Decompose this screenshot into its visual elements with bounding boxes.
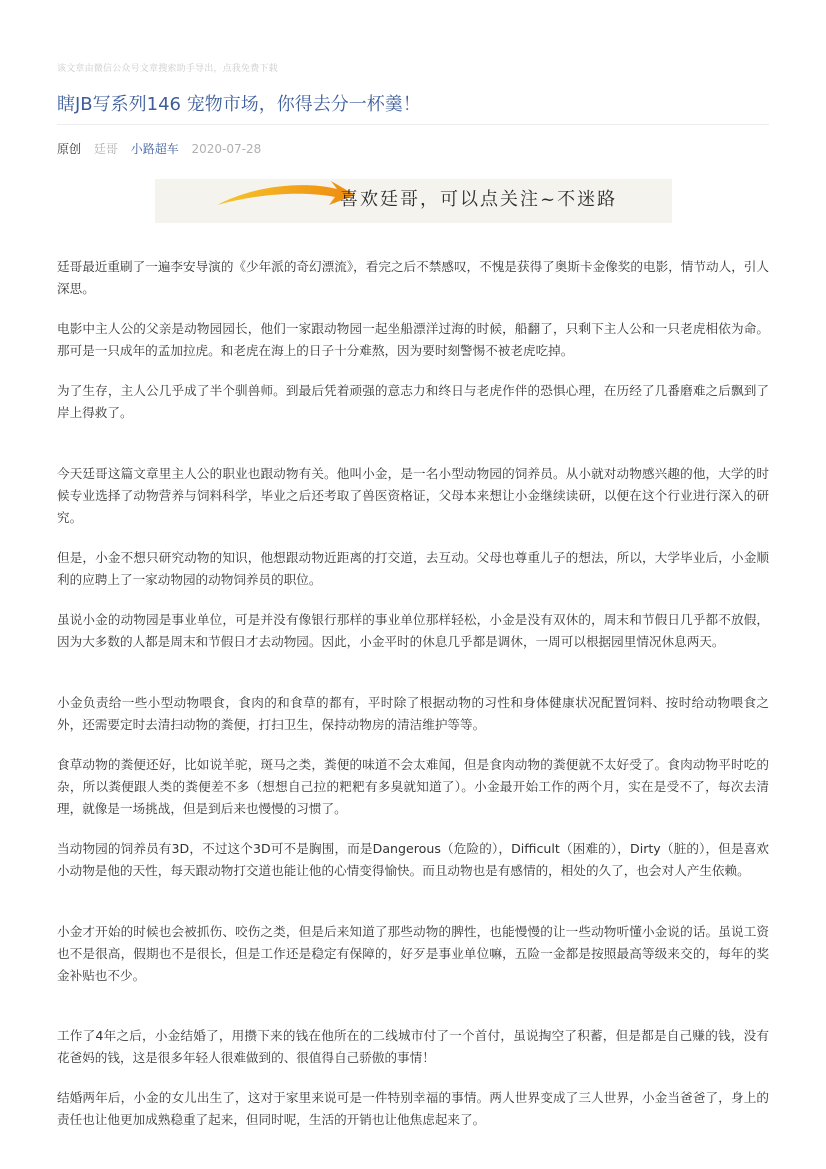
- paragraph: 但是，小金不想只研究动物的知识，他想跟动物近距离的打交道，去互动。父母也尊重儿子的想法，所以，大学毕业后，小金顺利的应聘上了一家动物园的动物饲养员的职位。: [57, 550, 769, 587]
- banner-text: 喜欢廷哥，可以点关注~不迷路: [340, 189, 618, 210]
- paragraph: 虽说小金的动物园是事业单位，可是并没有像银行那样的事业单位那样轻松，小金是没有双休的，周末和节假日几乎都不放假，因为大多数的人都是周末和节假日才去动物园。因此，小金平时的休息几乎都是调休，一周可以根据园里情况休息两天。: [57, 612, 769, 649]
- export-notice-link[interactable]: 该文章由微信公众号文章搜索助手导出，点我免费下载: [57, 64, 278, 74]
- paragraph: 食草动物的粪便还好，比如说羊驼，斑马之类，粪便的味道不会太难闻，但是食肉动物的粪便就不太好受了。食肉动物平时吃的杂，所以粪便跟人类的粪便差不多（想想自己拉的粑粑有多臭就知道了）。小金最开始工作的两个月，实在是受不了，每次去清理，就像是一场挑战，但是到后来也慢慢的习惯了。: [57, 757, 769, 816]
- publish-date: 2020-07-28: [191, 142, 262, 156]
- paragraph: 廷哥最近重刷了一遍李安导演的《少年派的奇幻漂流》，看完之后不禁感叹，不愧是获得了奥斯卡金像奖的电影，情节动人，引人深思。: [57, 259, 769, 296]
- article-meta: [57, 141, 270, 157]
- paragraph: 电影中主人公的父亲是动物园园长，他们一家跟动物园一起坐船漂洋过海的时候，船翻了，只剩下主人公和一只老虎相依为命。那可是一只成年的孟加拉虎。和老虎在海上的日子十分难熬，因为要时刻警惕不被老虎吃掉。: [57, 321, 769, 358]
- title-divider: [57, 124, 769, 125]
- paragraph: 为了生存，主人公几乎成了半个驯兽师。到最后凭着顽强的意志力和终日与老虎作伴的恐惧心理，在历经了几番磨难之后飘到了岸上得救了。: [57, 383, 769, 420]
- paragraph: 结婚两年后，小金的女儿出生了，这对于家里来说可是一件特别幸福的事情。两人世界变成了三人世界，小金当爸爸了，身上的责任也让他更加成熟稳重了起来，但同时呢，生活的开销也让他焦虑起来了。: [57, 1090, 769, 1127]
- follow-banner: [155, 179, 672, 223]
- original-label: 原创: [57, 142, 82, 156]
- paragraph: 工作了4年之后，小金结婚了，用攒下来的钱在他所在的二线城市付了一个首付，虽说掏空了积蓄，但是都是自己赚的钱，没有花爸妈的钱，这是很多年轻人很难做到的、很值得自己骄傲的事情！: [57, 1028, 769, 1065]
- article-title: 瞎JB写系列146 宠物市场，你得去分一杯羹！: [57, 94, 421, 115]
- author-name: 廷哥: [93, 142, 118, 156]
- paragraph: 今天廷哥这篇文章里主人公的职业也跟动物有关。他叫小金，是一名小型动物园的饲养员。从小就对动物感兴趣的他，大学的时候专业选择了动物营养与饲料科学，毕业之后还考取了兽医资格证，父母本来想让小金继续读研，以便在这个行业进行深入的研究。: [57, 466, 769, 525]
- paragraph: 小金才开始的时候也会被抓伤、咬伤之类，但是后来知道了那些动物的脾性，也能慢慢的让一些动物听懂小金说的话。虽说工资也不是很高，假期也不是很长，但是工作还是稳定有保障的，好歹是事业单位嘛，五险一金都是按照最高等级来交的，每年的奖金补贴也不少。: [57, 924, 769, 983]
- paragraph: 小金负责给一些小型动物喂食，食肉的和食草的都有，平时除了根据动物的习性和身体健康状况配置饲料、按时给动物喂食之外，还需要定时去清扫动物的粪便，打扫卫生，保持动物房的清洁维护等等。: [57, 695, 769, 732]
- paragraph: 当动物园的饲养员有3D，不过这个3D可不是胸围，而是Dangerous（危险的），Difficult（困难的），Dirty（脏的），但是喜欢小动物是他的天性，每天跟动物打交道也能让他的心情变得愉快。而且动物也是有感情的，相处的久了，也会对人产生依赖。: [57, 841, 769, 878]
- account-link[interactable]: 小路超车: [130, 142, 179, 156]
